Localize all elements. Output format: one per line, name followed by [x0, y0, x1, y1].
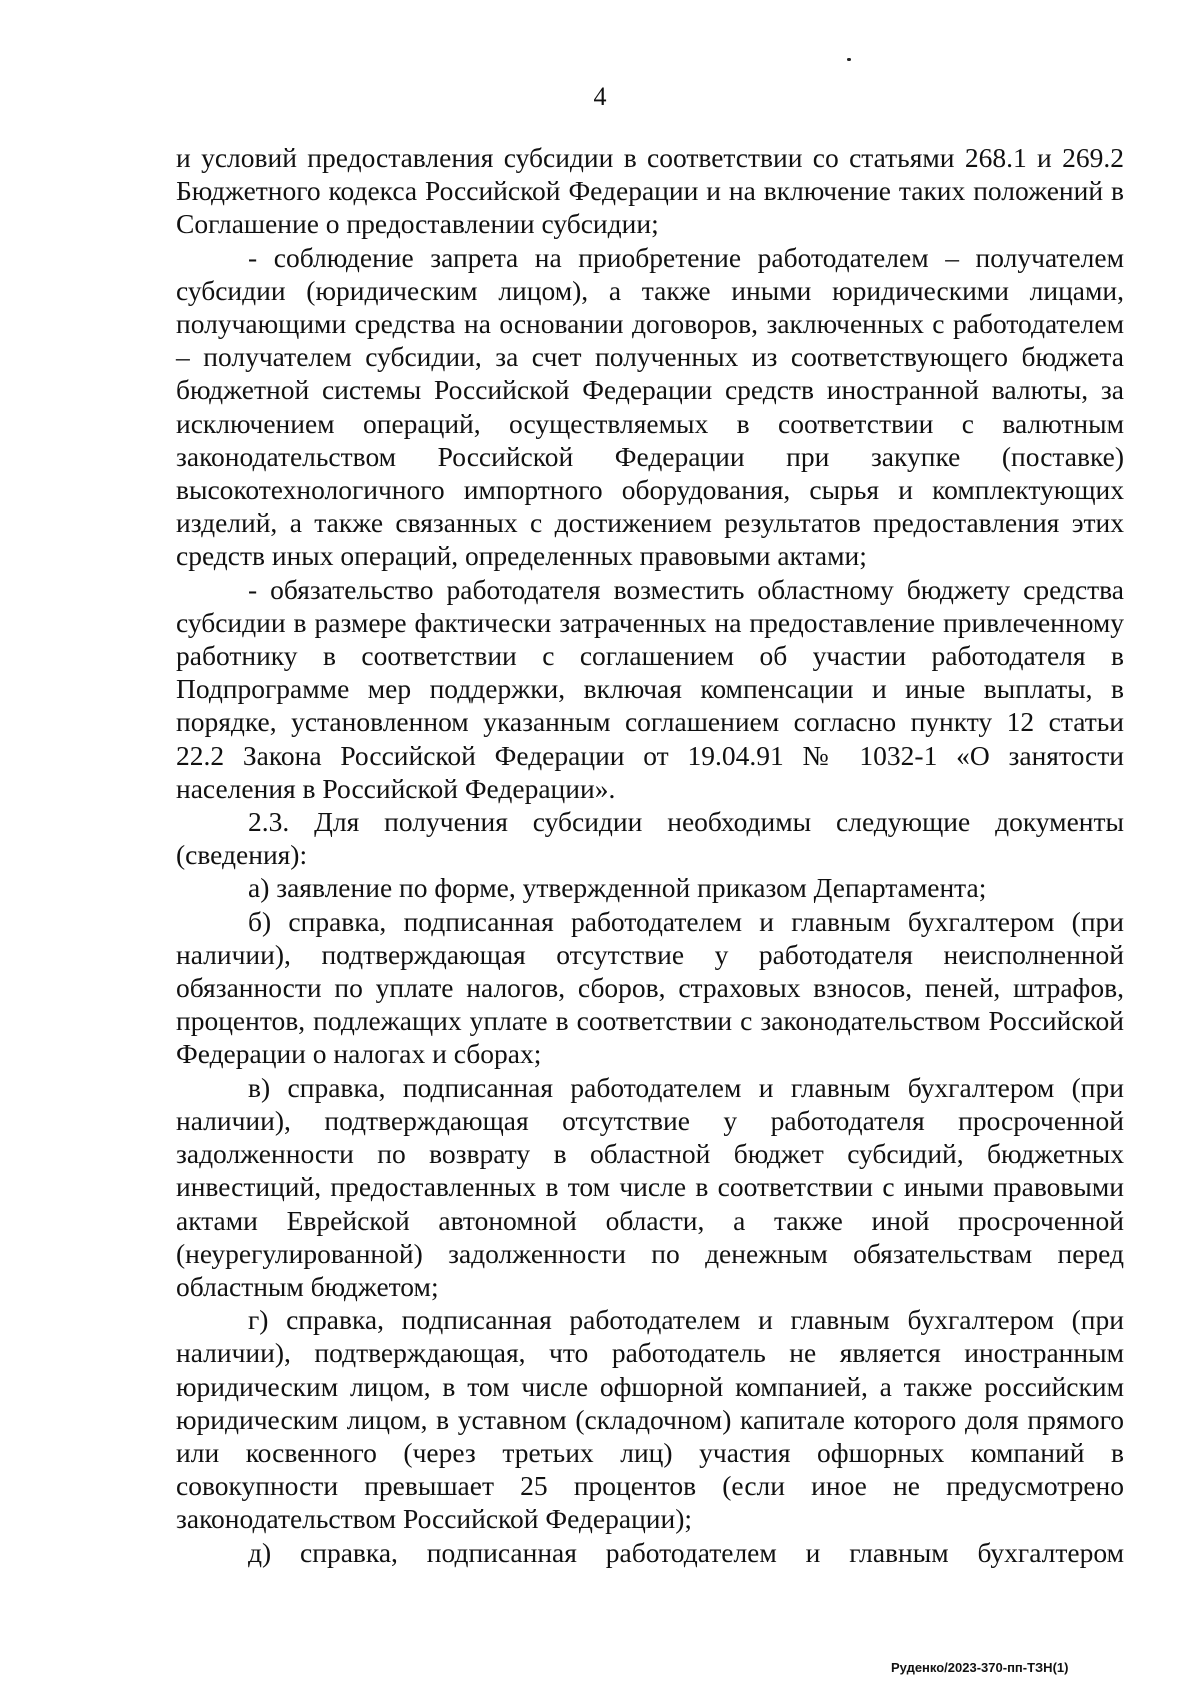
paragraph-continuation: и условий предоставления субсидии в соответствии со статьями 268.1 и 269.2 Бюджетного кодекса Российской Федерации и на включение таких положений в Соглашение о предоставлении субсидии; [176, 142, 1124, 240]
list-item-a: а) заявление по форме, утвержденной приказом Департамента; [248, 872, 987, 904]
page-number: 4 [593, 82, 607, 111]
list-item-g: г) справка, подписанная работодателем и главным бухгалтером (при наличии), подтверждающая, что работодатель не является иностранным юридическим лицом, в том числе офшорной компанией, а также российским юридическим лицом, в уставном (складочном) капитале которого доля прямого или косвенного (через третьих лиц) участия офшорных компаний в совокупности превышает 25 процентов (если иное не предусмотрено законодательством Российской Федерации); [176, 1304, 1124, 1535]
document-footer-code: Руденко/2023-370-пп-ТЗН(1) [891, 1660, 1069, 1675]
document-body [176, 141, 1124, 1569]
paragraph-refund-obligation: - обязательство работодателя возместить областному бюджету средства субсидии в размере фактически затраченных на предоставление привлеченному работнику в соответствии с соглашением об участии работодателя в Подпрограмме мер поддержки, включая компенсации и иные выплаты, в порядке, установленном указанным соглашением согласно пункту 12 статьи 22.2 Закона Российской Федерации от 19.04.91 № 1032-1 «О занятости населения в Российской Федерации». [176, 573, 1124, 804]
scan-speck [847, 58, 851, 61]
paragraph-section-2-3: 2.3. Для получения субсидии необходимы следующие документы (сведения): [176, 806, 1124, 871]
list-item-v: в) справка, подписанная работодателем и главным бухгалтером (при наличии), подтверждающая отсутствие у работодателя просроченной задолженности по возврату в областной бюджет субсидий, бюджетных инвестиций, предоставленных в том числе в соответствии с иными правовыми актами Еврейской автономной области, а также иной просроченной (неурегулированной) задолженности по денежным обязательствам перед областным бюджетом; [176, 1071, 1124, 1302]
paragraph-currency-ban: - соблюдение запрета на приобретение работодателем – получателем субсидии (юридическим лицом), а также иными юридическими лицами, получающими средства на основании договоров, заключенных с работодателем – получателем субсидии, за счет полученных из соответствующего бюджета бюджетной системы Российской Федерации средств иностранной валюты, за исключением операций, осуществляемых в соответствии с валютным законодательством Российской Федерации при закупке (поставке) высокотехнологичного импортного оборудования, сырья и комплектующих изделий, а также связанных с достижением результатов предоставления этих средств иных операций, определенных правовыми актами; [176, 241, 1124, 572]
list-item-b: б) справка, подписанная работодателем и главным бухгалтером (при наличии), подтверждающая отсутствие у работодателя неисполненной обязанности по уплате налогов, сборов, страховых взносов, пеней, штрафов, процентов, подлежащих уплате в соответствии с законодательством Российской Федерации о налогах и сборах; [176, 905, 1124, 1070]
list-item-d: д) справка, подписанная работодателем и главным бухгалтером [248, 1536, 1124, 1568]
